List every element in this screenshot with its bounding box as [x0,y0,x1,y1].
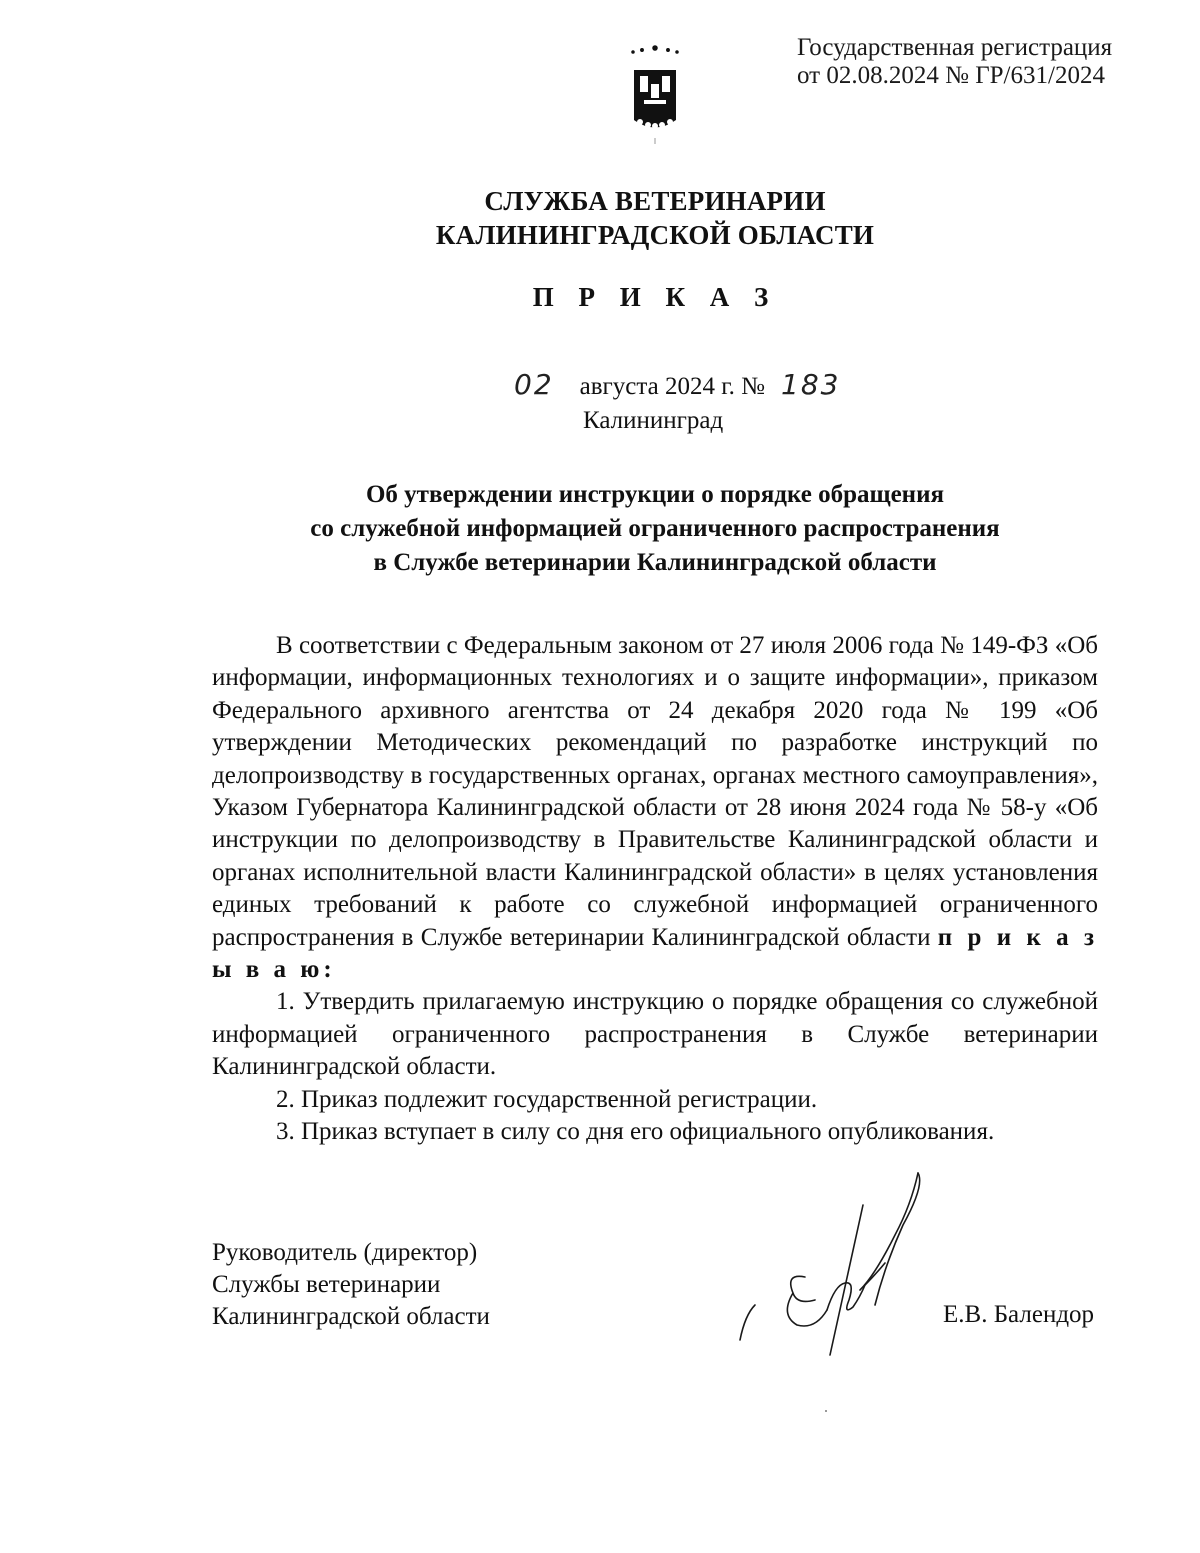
signer-position-line-3: Калининградской области [212,1303,490,1330]
order-item: 2. Приказ подлежит государственной регистрации. [276,1085,818,1113]
order-item: 3. Приказ вступает в силу со дня его официального опубликования. [276,1118,995,1146]
order-title: П Р И К А З [532,282,778,312]
signer-position-line-1: Руководитель (директор) [212,1239,478,1266]
order-day-handwritten: 02 [514,368,554,401]
registration-line-1: Государственная регистрация [797,34,1113,61]
subject-line-3: в Службе ветеринарии Калининградской области [373,549,937,576]
scan-speck [825,1410,827,1412]
order-number-handwritten: 183 [781,368,841,401]
agency-line-1: СЛУЖБА ВЕТЕРИНАРИИ [484,186,826,216]
order-date-line [514,370,840,402]
order-city: Калининград [583,407,724,434]
registration-line-2: от 02.08.2024 № ГР/631/2024 [797,62,1105,89]
handwritten-signature-icon [735,1165,935,1365]
subject-line-2: со служебной информацией ограниченного распространения [310,515,1000,542]
order-subject [0,478,1200,580]
preamble-paragraph [212,630,1098,986]
order-item: 1. Утвердить прилагаемую инструкцию о порядке обращения со служебной информацией ограниченного распространения в Службе ветеринарии Калининградской области. [212,988,1098,1081]
subject-line-1: Об утверждении инструкции о порядке обращения [365,481,945,508]
signer-position [212,1237,490,1333]
signer-name: Е.В. Балендор [943,1301,1095,1328]
order-word: п р и к а з ы в а ю: [212,923,1099,984]
agency-name [0,184,1200,252]
preamble-text: В соответствии с Федеральным законом от 27 июля 2006 года № 149-ФЗ «Об информации, информационных технологиях и о защите информации», приказом Федерального архивного агентства от 24 декабря 2020 года № 199 «Об утверждении Методических рекомендаций по разработке инструкций по делопроизводству в государственных органах, органах местного самоуправления», Указом Губернатора Калининградской области от 28 июня 2024 года № 58-у «Об инструкции по делопроизводству в Правительстве Калининградской области и органах исполнительной власти Калининградской области» в целях установления единых требований к работе со служебной информацией ограниченного распространения в Службе ветеринарии Калининградской области [212,632,1098,951]
agency-line-2: КАЛИНИНГРАДСКОЙ ОБЛАСТИ [435,220,875,250]
coat-of-arms-icon [620,40,690,150]
order-date-text: августа 2024 г. № [579,373,766,400]
signer-position-line-2: Службы ветеринарии [212,1271,441,1298]
order-body [212,630,1098,1149]
state-registration-stamp [797,34,1112,90]
